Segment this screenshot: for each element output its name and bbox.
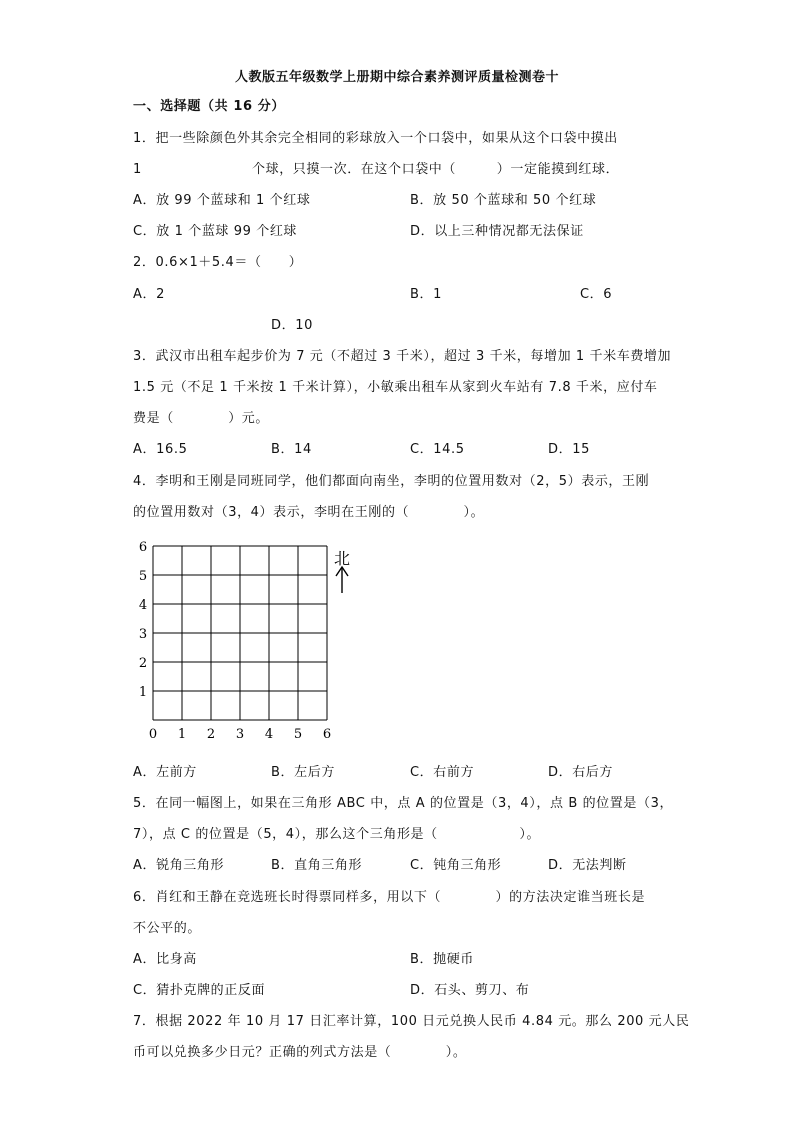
y-tick-label: 2	[138, 656, 148, 671]
y-tick-label: 1	[138, 685, 148, 700]
q5-option-b[interactable]: B．直角三角形	[271, 858, 363, 873]
q1-option-c[interactable]: C．放 1 个蓝球 99 个红球	[133, 224, 298, 239]
y-tick-label: 4	[138, 598, 148, 613]
y-tick-label: 5	[138, 569, 148, 584]
q3-stem-line2: 1.5 元（不足 1 千米按 1 千米计算），小敏乘出租车从家到火车站有 7.8 千米，应付车	[133, 380, 658, 395]
q3-stem-line1: 3．武汉市出租车起步价为 7 元（不超过 3 千米），超过 3 千米，每增加 1 千米车费增加	[133, 349, 672, 364]
y-tick-label: 6	[138, 540, 148, 555]
q7-stem-line1: 7．根据 2022 年 10 月 17 日汇率计算，100 日元兑换人民币 4.84 元。那么 200 元人民	[133, 1014, 690, 1029]
q3-option-d[interactable]: D．15	[548, 442, 590, 457]
q5-option-a[interactable]: A．锐角三角形	[133, 858, 225, 873]
q3-option-a[interactable]: A．16.5	[133, 442, 188, 457]
q2-option-a[interactable]: A．2	[133, 287, 165, 302]
q4-option-d[interactable]: D．右后方	[548, 765, 614, 780]
q6-stem-line1: 6．肖红和王静在竞选班长时得票同样多，用以下（ ）的方法决定谁当班长是	[133, 890, 646, 905]
q5-option-c[interactable]: C．钝角三角形	[410, 858, 502, 873]
grid-lines	[153, 546, 327, 720]
q5-option-d[interactable]: D．无法判断	[548, 858, 627, 873]
q1-stem-line2: 个球，只摸一次．在这个口袋中（ ）一定能摸到红球．	[252, 162, 620, 177]
q7-stem-line2: 币可以兑换多少日元？正确的列式方法是（ ）。	[133, 1045, 467, 1060]
q3-stem-line3: 费是（ ）元。	[133, 411, 270, 426]
y-tick-label: 3	[138, 627, 148, 642]
x-tick-label: 6	[322, 727, 332, 742]
q4-stem-line1: 4．李明和王刚是同班同学，他们都面向南坐，李明的位置用数对（2，5）表示，王刚	[133, 474, 650, 489]
q6-option-a[interactable]: A．比身高	[133, 952, 197, 967]
x-tick-label: 0	[148, 727, 158, 742]
x-tick-label: 5	[293, 727, 303, 742]
x-tick-label: 4	[264, 727, 274, 742]
x-tick-label: 2	[206, 727, 216, 742]
q6-stem-line2: 不公平的。	[133, 921, 202, 936]
north-arrow-icon	[334, 549, 350, 593]
grid-labels	[139, 540, 331, 742]
q1-stem-line1: 1．把一些除颜色外其余完全相同的彩球放入一个口袋中，如果从这个口袋中摸出	[133, 131, 618, 146]
section-heading: 一、选择题（共 16 分）	[133, 99, 285, 114]
q4-option-c[interactable]: C．右前方	[410, 765, 475, 780]
q2-option-d[interactable]: D．10	[271, 318, 313, 333]
q3-option-c[interactable]: C．14.5	[410, 442, 465, 457]
coordinate-grid-figure	[130, 540, 370, 750]
x-tick-label: 3	[235, 727, 245, 742]
q5-stem-line2: 7），点 C 的位置是（5，4），那么这个三角形是（ ）。	[133, 827, 541, 842]
q4-stem-line2: 的位置用数对（3，4）表示，李明在王刚的（ ）。	[133, 505, 485, 520]
q1-option-d[interactable]: D．以上三种情况都无法保证	[410, 224, 584, 239]
q5-stem-line1: 5．在同一幅图上，如果在三角形 ABC 中，点 A 的位置是（3，4），点 B 的位置是（3，	[133, 796, 674, 811]
q6-option-d[interactable]: D．石头、剪刀、布	[410, 983, 530, 998]
page-title: 人教版五年级数学上册期中综合素养测评质量检测卷十	[234, 70, 559, 85]
q3-option-b[interactable]: B．14	[271, 442, 312, 457]
q1-option-a[interactable]: A．放 99 个蓝球和 1 个红球	[133, 193, 311, 208]
q1-option-b[interactable]: B．放 50 个蓝球和 50 个红球	[410, 193, 597, 208]
q2-option-c[interactable]: C．6	[580, 287, 613, 302]
x-tick-label: 1	[177, 727, 187, 742]
q2-stem: 2．0.6×1＋5.4＝（ ）	[133, 255, 303, 270]
q6-option-c[interactable]: C．猜扑克牌的正反面	[133, 983, 266, 998]
q1-stem-number: 1	[133, 162, 142, 177]
north-label: 北	[333, 549, 351, 568]
q4-option-a[interactable]: A．左前方	[133, 765, 197, 780]
q2-option-b[interactable]: B．1	[410, 287, 442, 302]
q6-option-b[interactable]: B．抛硬币	[410, 952, 474, 967]
coordinate-grid	[130, 540, 370, 750]
q4-option-b[interactable]: B．左后方	[271, 765, 335, 780]
